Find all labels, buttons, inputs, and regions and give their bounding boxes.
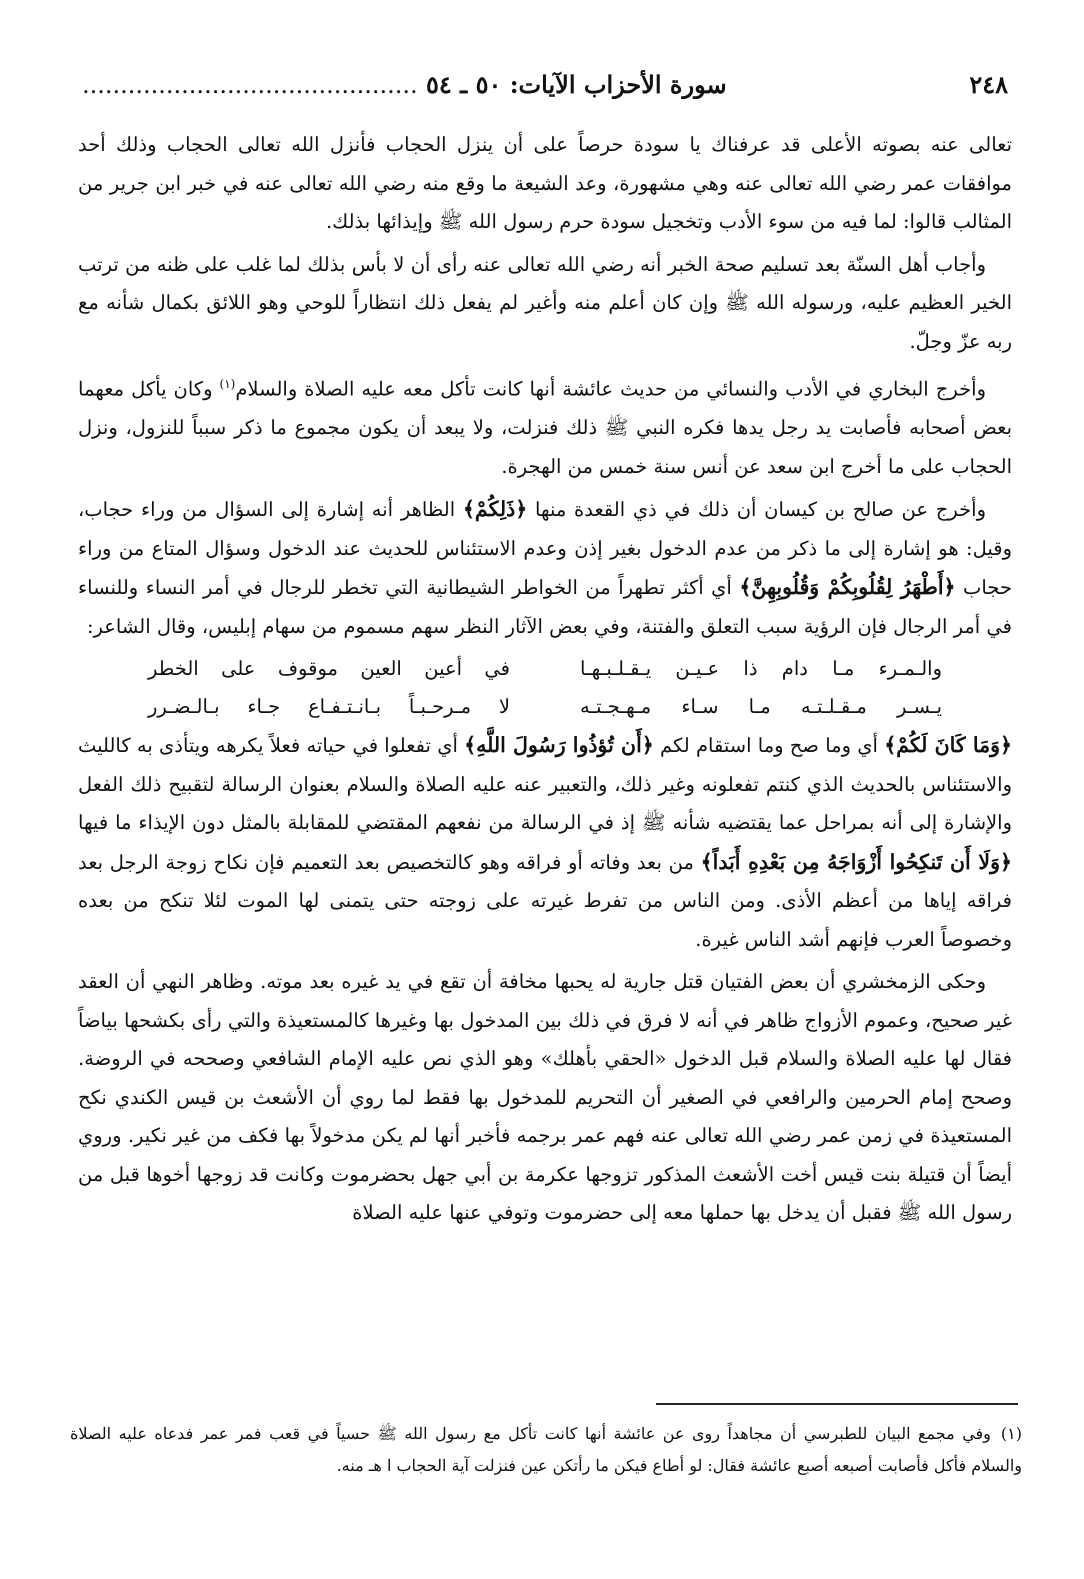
paragraph-5-part-c: من بعد وفاته أو فراقه وهو كالتخصيص بعد التعميم فإن نكاح زوجة الرجل بعد فراقه إياها من أعظم الأذى. ومن الناس من تفرط غيرته على زوجته حتى يتمنى لها الموت لئلا تنكح من بعده وخصوصاً العرب فإنهم أشد الناس غيرة. <box>78 850 1012 951</box>
paragraph-5-part-b: أي تفعلوا في حياته فعلاً يكرهه ويتأذى به كالليث والاستئناس بالحديث الذي كنتم تفعلونه وغير ذلك، والتعبير عنه عليه الصلاة والسلام بعنوان الرسالة لتقبيح ذلك الفعل والإشارة إلى أنه بمراحل عما يقتضيه شأنه ﷺ إذ في الرسالة من نفعهم المقتضي للمقابلة بالمثل دون الإيذاء ما فيها <box>78 734 1012 834</box>
paragraph-5 <box>78 726 1012 959</box>
running-header <box>82 70 1008 99</box>
footnote-number: (١) <box>1000 1424 1022 1443</box>
quran-quote: ﴿أَن تُؤذُوا رَسُولَ اللَّهِ﴾ <box>464 733 654 757</box>
poem-line-2-first-half: يـسـر مـقـلـتـه مـا سـاء مـهـجـتـه <box>580 695 942 718</box>
paragraph-6: وحكى الزمخشري أن بعض الفتيان قتل جارية له يحبها مخافة أن تقع في يد غيره بعد موته. وظاهر النهي أن العقد غير صحيح، وعموم الأزواج ظاهر في أنه لا فرق في ذلك بين المدخول بها وغيرها كالمستعيذة والتي رأى بكشحها بياضاً فقال لها عليه الصلاة والسلام قبل الدخول «الحقي بأهلك» وهو الذي نص عليه الإمام الشافعي وصححه في الروضة. وصحح إمام الحرمين والرافعي في الصغير أن التحريم للمدخول بها فقط لما روي أن الأشعث بن قيس الكندي نكح المستعيذة في زمن عمر رضي الله تعالى عنه فهم عمر برجمه فأخبر أنها لم يكن مدخولاً بها فكف من غير نكير. وروي أيضاً أن قتيلة بنت قيس أخت الأشعث المذكور تزوجها عكرمة بن أبي جهل بحضرموت وكانت قد زوجها أخوها قبل من رسول الله ﷺ فقبل أن يدخل بها حملها معه إلى حضرموت وتوفي عنها عليه الصلاة <box>78 970 1012 1224</box>
paragraph-4-part-a: وأخرج عن صالح بن كيسان أن ذلك في ذي القعدة منها <box>527 498 987 521</box>
main-text <box>78 126 1012 1237</box>
running-title <box>82 70 969 99</box>
quran-quote: ﴿ذَلِكُمْ﴾ <box>462 497 528 521</box>
poem <box>148 650 942 726</box>
quran-quote: ﴿وَمَا كَانَ لَكُمْ﴾ <box>884 733 1013 757</box>
paragraph-3 <box>78 365 1012 486</box>
footnote-text: وفي مجمع البيان للطبرسي أن مجاهداً روى عن عائشة أنها كانت تأكل مع رسول الله ﷺ حسياً في قعب فمر عمر فدعاه عليه الصلاة والسلام فأكل فأصابت أصبعه أصبع عائشة فقال: لو أطاع فيكن ما رأتكن عين فنزلت آية الحجاب ا هـ منه. <box>70 1424 1022 1475</box>
footnote-separator <box>656 1403 1018 1405</box>
header-leader-dots: ............................................ <box>82 71 418 99</box>
paragraph-4-part-c: أي أكثر تطهراً من الخواطر الشيطانية التي تخطر للرجال في أمر النساء وللنساء في أمر الرجال فإن الرؤية سبب التعلق والفتنة، وفي بعض الآثار النظر سهم مسموم من سهام إبليس، وقال الشاعر: <box>78 576 1012 638</box>
poem-line-1-first-half: والـمـرء مـا دام ذا عـيـن يـقـلـبـهـا <box>580 657 942 680</box>
paragraph-3-part-a: وأخرج البخاري في الأدب والنسائي من حديث عائشة أنها كانت تأكل معه عليه الصلاة والسلام <box>235 377 986 401</box>
footnote <box>70 1418 1022 1482</box>
quran-quote: ﴿وَلَا أَن تَنكِحُوا أَزْوَاجَهُ مِن بَعْدِهِ أَبَداً﴾ <box>700 849 1012 874</box>
paragraph-4 <box>78 490 1012 646</box>
header-title-text: سورة الأحزاب الآيات: ٥٠ ـ ٥٤ <box>426 70 727 99</box>
quran-quote: ﴿أَطْهَرُ لِقُلُوبِكُمْ وَقُلُوبِهِنَّ﴾ <box>739 575 956 599</box>
paragraph-1: تعالى عنه بصوته الأعلى قد عرفناك يا سودة حرصاً على أن ينزل الحجاب فأنزل الله تعالى الحجاب وذلك أحد موافقات عمر رضي الله تعالى عنه وهي مشهورة، وعد الشيعة ما وقع منه رضي الله تعالى عنه في خبر ابن جرير من المثالب قالوا: لما فيه من سوء الأدب وتخجيل سودة حرم رسول الله ﷺ وإيذائها بذلك. <box>78 133 1012 233</box>
paragraph-2: وأجاب أهل السنّة بعد تسليم صحة الخبر أنه رضي الله تعالى عنه رأى أن لا بأس بذلك لما غلب على ظنه من ترتب الخير العظيم عليه، ورسوله الله ﷺ وإن كان أعلم منه وأغير لم يفعل ذلك انتظاراً للوحي وهو اللائق بكمال شأنه مع ربه عزّ وجلّ. <box>78 252 1012 353</box>
paragraph-4-part-b: الظاهر أنه إشارة إلى السؤال من وراء حجاب، وقيل: هو إشارة إلى ما ذكر من عدم الدخول بغير إذن وعدم الاستئناس للحديث عند الدخول وسؤال المتاع من وراء حجاب <box>78 498 1012 599</box>
paragraph-5-part-a: أي وما صح وما استقام لكم <box>653 734 885 757</box>
poem-line-1-second-half: في أعين العين موقوف على الخطر <box>148 657 510 680</box>
paragraph-3-part-b: وكان يأكل معهما بعض أصحابه فأصابت يد رجل يدها فكره النبي ﷺ ذلك فنزلت، ولا يبعد أن يكون مجموع ما ذكر سبباً للنزول، ونزل الحجاب على ما أخرج ابن سعد عن أنس سنة خمس من الهجرة. <box>78 377 1012 478</box>
footnote-reference: (١) <box>219 377 236 391</box>
poem-line-2-second-half: لا مـرحـبـاً بـانـتـفـاع جـاء بـالـضـرر <box>148 695 510 718</box>
page-number: ٢٤٨ <box>969 70 1008 99</box>
